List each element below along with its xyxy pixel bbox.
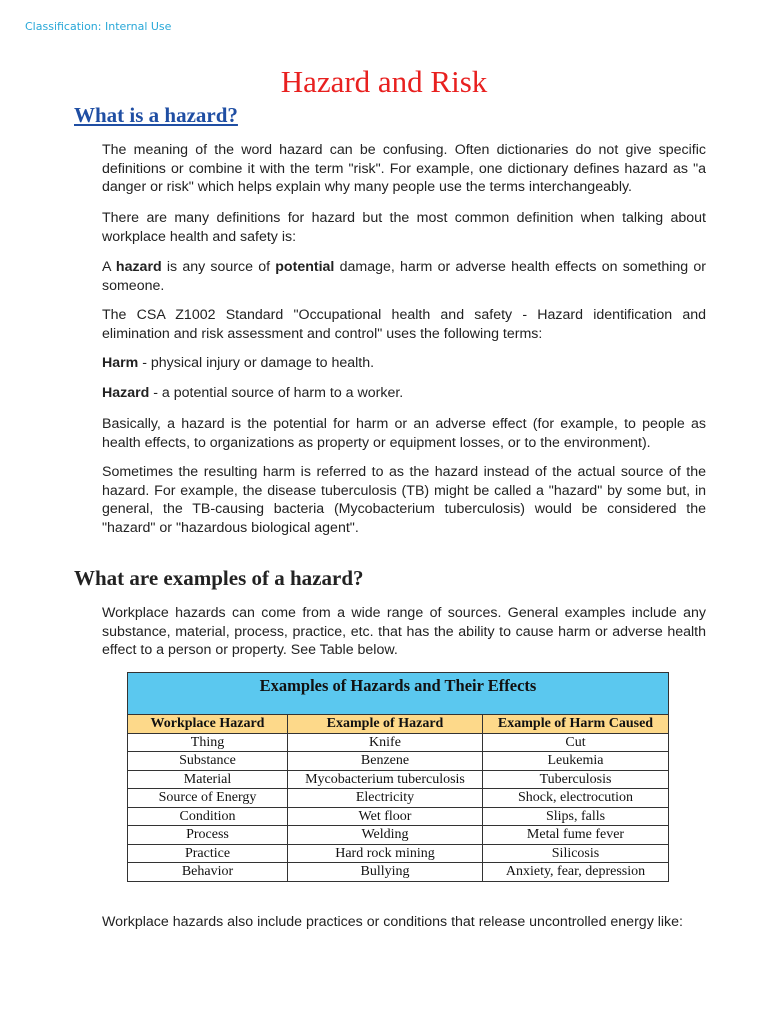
hazards-table (127, 672, 669, 882)
table-cell: Cut (483, 733, 669, 752)
column-header: Example of Hazard (288, 715, 483, 734)
column-header: Workplace Hazard (128, 715, 288, 734)
table-row (128, 733, 669, 752)
definition-hazard (102, 384, 706, 403)
definition-harm (102, 354, 706, 373)
section-heading-what-is-hazard: What is a hazard? (74, 103, 238, 127)
paragraph-basically: Basically, a hazard is the potential for harm or an adverse effect (for example, to people as health effects, to organizations as property or equipment losses, or to the environment). (102, 416, 706, 451)
paragraph-uncontrolled-energy: Workplace hazards also include practices or conditions that release uncontrolled energy like: (102, 914, 683, 930)
table-cell: Welding (288, 826, 483, 845)
table-row (128, 752, 669, 771)
table-row (128, 789, 669, 808)
table-cell: Knife (288, 733, 483, 752)
table-row (128, 844, 669, 863)
table-cell: Practice (128, 844, 288, 863)
paragraph-hazard-definition (102, 258, 706, 295)
table-row (128, 863, 669, 882)
text-fragment: A (102, 259, 116, 275)
page-title: Hazard and Risk (280, 64, 488, 99)
term-hazard: Hazard (102, 385, 150, 401)
column-header: Example of Harm Caused (483, 715, 669, 734)
table-cell: Slips, falls (483, 807, 669, 826)
definition-text: - a potential source of harm to a worker. (149, 385, 404, 401)
table-cell: Tuberculosis (483, 770, 669, 789)
table-caption: Examples of Hazards and Their Effects (128, 673, 669, 715)
table-cell: Hard rock mining (288, 844, 483, 863)
term-harm: Harm (102, 355, 139, 371)
table-cell: Electricity (288, 789, 483, 808)
table-cell: Thing (128, 733, 288, 752)
paragraph-csa-standard: The CSA Z1002 Standard "Occupational health and safety - Hazard identification and elimination and risk assessment and control" uses the following terms: (102, 307, 706, 342)
table-cell: Silicosis (483, 844, 669, 863)
paragraph-meaning: The meaning of the word hazard can be confusing. Often dictionaries do not give specific definitions or combine it with the term "risk". For example, one dictionary defines hazard as "a danger or risk" which helps explain why many people use the terms interchangeably. (102, 142, 706, 196)
paragraph-definitions: There are many definitions for hazard but the most common definition when talking about workplace health and safety is: (102, 210, 706, 245)
table-cell: Source of Energy (128, 789, 288, 808)
table-cell: Behavior (128, 863, 288, 882)
table-cell: Condition (128, 807, 288, 826)
table-cell: Mycobacterium tuberculosis (288, 770, 483, 789)
table-cell: Wet floor (288, 807, 483, 826)
definition-text: - physical injury or damage to health. (138, 355, 375, 371)
paragraph-sometimes: Sometimes the resulting harm is referred to as the hazard instead of the actual source of the hazard. For example, the disease tuberculosis (TB) might be called a "hazard" by some but, in general, the TB-causing bacteria (Mycobacterium tuberculosis) would be considered the "hazard" or "hazardous biological agent". (102, 464, 706, 536)
section-heading-examples: What are examples of a hazard? (74, 566, 364, 590)
text-fragment: is any source of (161, 259, 276, 275)
table-row (128, 826, 669, 845)
table-cell: Substance (128, 752, 288, 771)
table-cell: Process (128, 826, 288, 845)
table-cell: Benzene (288, 752, 483, 771)
table-cell: Metal fume fever (483, 826, 669, 845)
term-potential: potential (275, 259, 335, 275)
classification-label: Classification: Internal Use (25, 20, 172, 33)
table-header-row (128, 715, 669, 734)
term-hazard: hazard (115, 259, 162, 275)
table-row (128, 807, 669, 826)
table-cell: Leukemia (483, 752, 669, 771)
table-cell: Material (128, 770, 288, 789)
table-cell: Bullying (288, 863, 483, 882)
table-cell: Shock, electrocution (483, 789, 669, 808)
table-cell: Anxiety, fear, depression (483, 863, 669, 882)
text-fragment: damage, harm or adverse health effects on something or someone. (102, 259, 707, 294)
paragraph-workplace-hazards: Workplace hazards can come from a wide range of sources. General examples include any substance, material, process, practice, etc. that has the ability to cause harm or adverse health effect to a person or property. See Table below. (102, 605, 706, 659)
table-row (128, 770, 669, 789)
